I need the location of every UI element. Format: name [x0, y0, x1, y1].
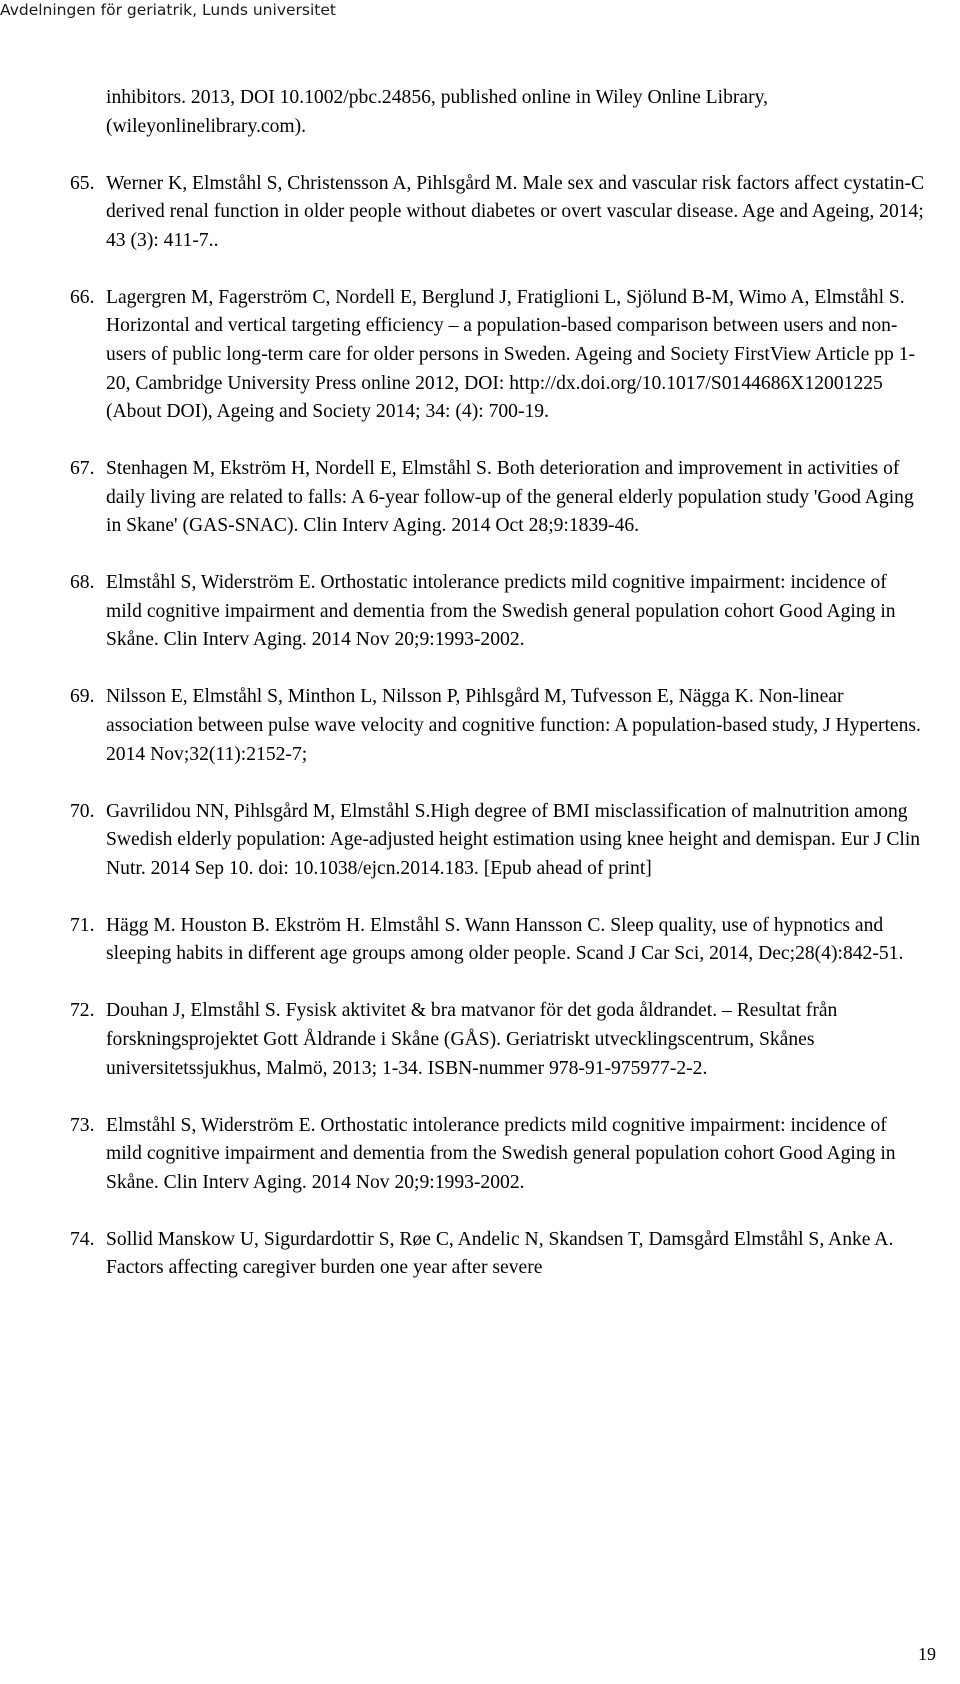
reference-item	[70, 455, 926, 541]
reference-item	[70, 997, 926, 1083]
reference-item	[70, 683, 926, 769]
reference-number: 66.	[70, 286, 95, 308]
reference-item	[70, 170, 926, 256]
reference-number: 67.	[70, 458, 95, 480]
reference-item	[70, 912, 926, 969]
reference-text: Elmståhl S, Widerström E. Orthostatic intolerance predicts mild cognitive impairment: incidence of mild cognitive impairment and dementia from the Swedish general population cohort Good Aging in Skåne. Clin Interv Aging. 2014 Nov 20;9:1993-2002.	[106, 1114, 896, 1193]
page-number: 19	[918, 1644, 936, 1664]
reference-text: Nilsson E, Elmståhl S, Minthon L, Nilsson P, Pihlsgård M, Tufvesson E, Nägga K. Non-linear association between pulse wave velocity and cognitive function: A population-based study, J Hypertens. 2014 Nov;32(11):2152-7;	[106, 686, 921, 765]
reference-text: Werner K, Elmståhl S, Christensson A, Pihlsgård M. Male sex and vascular risk factors affect cystatin-C derived renal function in older people without diabetes or overt vascular disease. Age and Ageing, 2014; 43 (3): 411-7..	[106, 172, 925, 251]
reference-number: 71.	[70, 914, 95, 936]
reference-item	[70, 1226, 926, 1283]
reference-text: Lagergren M, Fagerström C, Nordell E, Berglund J, Fratiglioni L, Sjölund B-M, Wimo A, Elmståhl S. Horizontal and vertical targeting efficiency – a population-based comparison between users and non-users of public long-term care for older persons in Sweden. Ageing and Society FirstView Article pp 1-20, Cambridge University Press online 2012, DOI: http://dx.doi.org/10.1017/S0144686X12001225 (About DOI), Ageing and Society 2014; 34: (4): 700-19.	[106, 286, 916, 423]
reference-text: Sollid Manskow U, Sigurdardottir S, Røe C, Andelic N, Skandsen T, Damsgård Elmståhl S, Anke A. Factors affecting caregiver burden one year after severe	[106, 1228, 894, 1279]
reference-text: Hägg M. Houston B. Ekström H. Elmståhl S. Wann Hansson C. Sleep quality, use of hypnotics and sleeping habits in different age groups among older people. Scand J Car Sci, 2014, Dec;28(4):842-51.	[106, 914, 904, 965]
reference-list	[70, 84, 926, 1311]
reference-number: 73.	[70, 1114, 95, 1136]
reference-text: Stenhagen M, Ekström H, Nordell E, Elmståhl S. Both deterioration and improvement in activities of daily living are related to falls: A 6-year follow-up of the general elderly population study 'Good Aging in Skane' (GAS-SNAC). Clin Interv Aging. 2014 Oct 28;9:1839-46.	[106, 458, 914, 537]
reference-text: Gavrilidou NN, Pihlsgård M, Elmståhl S.High degree of BMI misclassification of malnutrition among Swedish elderly population: Age-adjusted height estimation using knee height and demispan. Eur J Clin Nutr. 2014 Sep 10. doi: 10.1038/ejcn.2014.183. [Epub ahead of print]	[106, 800, 921, 879]
reference-number: 74.	[70, 1228, 95, 1250]
reference-text: Douhan J, Elmståhl S. Fysisk aktivitet & bra matvanor för det goda åldrandet. – Resultat från forskningsprojektet Gott Åldrande i Skåne (GÅS). Geriatriskt utvecklingscentrum, Skånes universitetssjukhus, Malmö, 2013; 1-34. ISBN-nummer 978-91-975977-2-2.	[106, 1000, 838, 1079]
reference-text: inhibitors. 2013, DOI 10.1002/pbc.24856, published online in Wiley Online Library, (wileyonlinelibrary.com).	[106, 87, 769, 137]
reference-item	[70, 1112, 926, 1198]
reference-item	[106, 84, 926, 141]
reference-number: 72.	[70, 1000, 95, 1022]
reference-text: Elmståhl S, Widerström E. Orthostatic intolerance predicts mild cognitive impairment: incidence of mild cognitive impairment and dementia from the Swedish general population cohort Good Aging in Skåne. Clin Interv Aging. 2014 Nov 20;9:1993-2002.	[106, 572, 896, 651]
reference-number: 69.	[70, 686, 95, 708]
reference-number: 70.	[70, 800, 95, 822]
reference-number: 68.	[70, 572, 95, 594]
reference-item	[70, 284, 926, 427]
reference-item	[70, 798, 926, 884]
page-header: Avdelningen för geriatrik, Lunds universitet	[0, 1, 336, 19]
reference-item	[70, 569, 926, 655]
reference-number: 65.	[70, 172, 95, 194]
